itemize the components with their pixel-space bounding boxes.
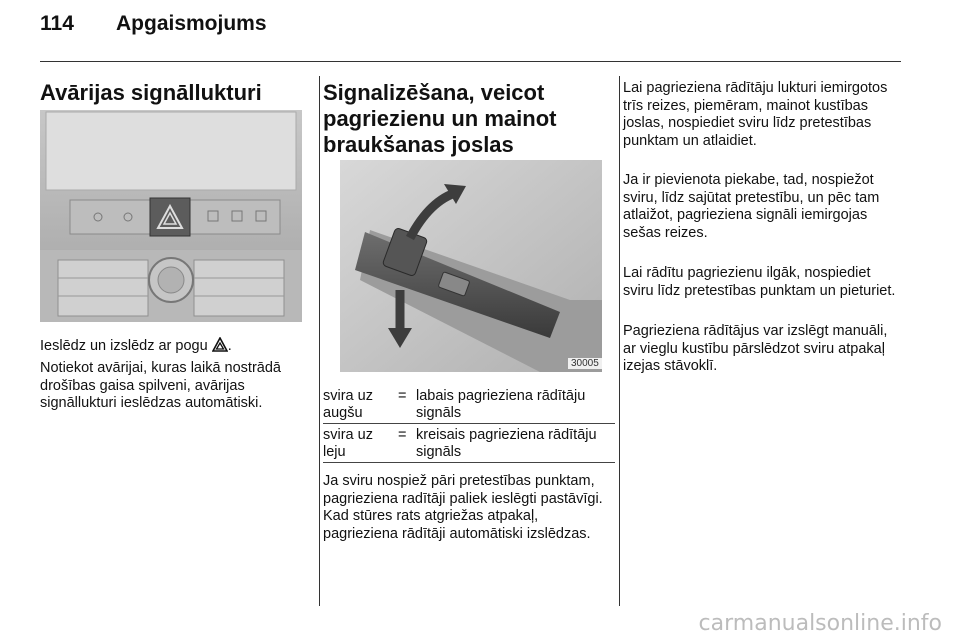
column-divider-left <box>319 76 320 606</box>
definition-term: svira uz augšu <box>323 388 373 421</box>
definition-row <box>323 388 615 424</box>
definition-table <box>323 388 615 466</box>
hazard-switch-photo <box>40 110 302 322</box>
header-rule <box>40 61 901 62</box>
paragraph-lever-past-stop: Ja sviru nospiež pāri pretestības punktam, pagrieziena radītāji paliek ieslēgti pastāvīgi. Kad stūres rats atgriežas atpakaļ, pagrieziena rādītāji automātiski izslēdzas. <box>323 473 603 542</box>
chapter-title: Apgaismojums <box>116 12 267 35</box>
paragraph-manual-off: Pagrieziena rādītājus var izslēgt manuāli, ar vieglu kustību pārslēdzot sviru atpakaļ izejas stāvoklī. <box>623 323 888 374</box>
paragraph-hazard-switch-text: Ieslēdz un izslēdz ar pogu <box>40 338 212 354</box>
paragraph-hold-lever: Lai rādītu pagriezienu ilgāk, nospiediet sviru līdz pretestības punktam un pieturiet. <box>623 265 896 299</box>
definition-equals: = <box>398 427 407 443</box>
section-heading-turn-signals: Signalizēšana, veicot pagriezienu un mainot braukšanas joslas <box>323 80 557 157</box>
page-number: 114 <box>40 12 74 35</box>
column-divider-right <box>619 76 620 606</box>
paragraph-hazard-switch: Ieslēdz un izslēdz ar pogu . <box>40 337 312 358</box>
definition-description: labais pagrieziena rādītāju signāls <box>416 388 586 421</box>
watermark: carmanualsonline.info <box>698 611 942 636</box>
section-heading-hazard-lights: Avārijas signāllukturi <box>40 80 262 105</box>
definition-term: svira uz leju <box>323 427 373 460</box>
turn-signal-lever-photo <box>340 160 602 372</box>
image-code: 30005 <box>568 358 602 369</box>
hazard-triangle-icon <box>212 337 228 358</box>
paragraph-trailer: Ja ir pievienota piekabe, tad, nospiežot sviru, līdz sajūtat pretestību, un pēc tam atlaižot, pagrieziena signāli iemirgojas sešas reizes. <box>623 172 880 241</box>
definition-description: kreisais pagrieziena rādītāju signāls <box>416 427 597 460</box>
paragraph-lane-change: Lai pagrieziena rādītāju lukturi iemirgotos trīs reizes, piemēram, mainot kustības joslas, nospiediet sviru līdz pretestības punktam un atlaidiet. <box>623 80 888 149</box>
definition-row <box>323 427 615 463</box>
definition-equals: = <box>398 388 407 404</box>
paragraph-hazard-auto: Notiekot avārijai, kuras laikā nostrādā drošības gaisa spilveni, avārijas signāllukturi ieslēdzas automātiski. <box>40 360 281 411</box>
